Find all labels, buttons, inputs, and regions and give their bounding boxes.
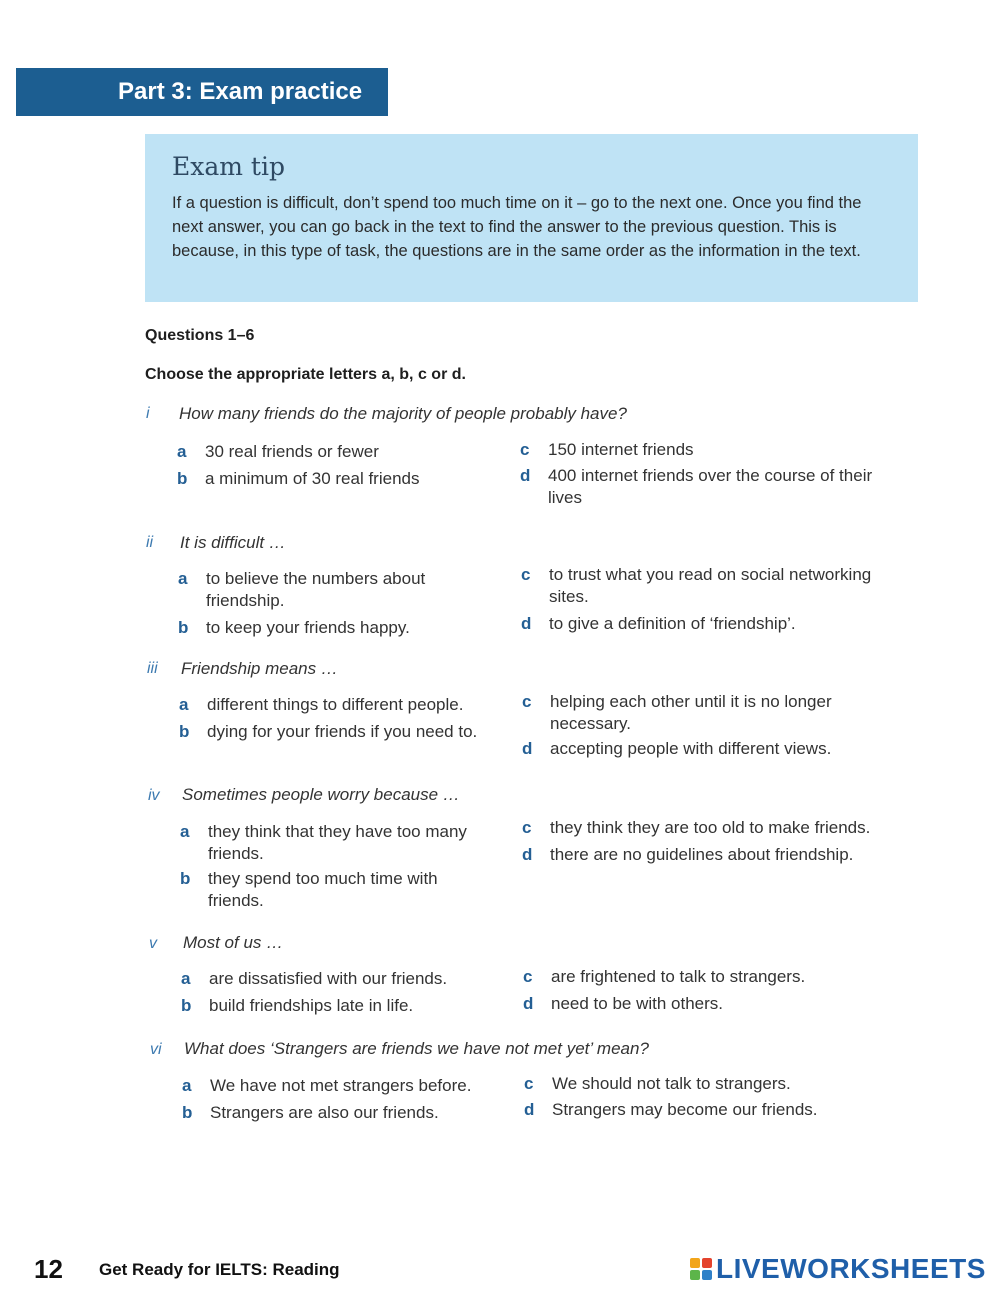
option-letter: b: [177, 469, 188, 488]
option-letter: d: [522, 845, 533, 864]
option-text: We should not talk to strangers.: [552, 1074, 791, 1093]
option-letter: c: [523, 967, 533, 986]
answer-option[interactable]: [179, 721, 479, 743]
answer-option[interactable]: [182, 1102, 512, 1124]
section-banner: [16, 68, 388, 116]
option-letter: b: [178, 618, 189, 637]
option-letter: b: [180, 869, 191, 888]
answer-option[interactable]: [181, 995, 501, 1017]
answer-option[interactable]: [523, 993, 913, 1015]
liveworksheets-logo[interactable]: [690, 1252, 986, 1286]
option-letter: b: [182, 1103, 193, 1122]
answer-option[interactable]: [524, 1073, 914, 1095]
option-text: dying for your friends if you need to.: [207, 722, 478, 741]
answer-option[interactable]: [522, 817, 922, 839]
option-letter: d: [524, 1100, 535, 1119]
option-text: to keep your friends happy.: [206, 618, 410, 637]
option-letter: b: [181, 996, 192, 1015]
option-letter: a: [179, 695, 189, 714]
option-text: 30 real friends or fewer: [205, 442, 379, 461]
option-text: We have not met strangers before.: [210, 1076, 472, 1095]
option-letter: a: [181, 969, 191, 988]
answer-option[interactable]: [524, 1099, 914, 1121]
answer-option[interactable]: [521, 613, 911, 635]
option-letter: c: [521, 565, 531, 584]
question-number: i: [146, 405, 150, 422]
option-text: a minimum of 30 real friends: [205, 469, 420, 488]
option-letter: d: [520, 466, 531, 485]
instructions: Choose the appropriate letters a, b, c or d.: [145, 366, 466, 383]
option-letter: b: [179, 722, 190, 741]
questions-heading: Questions 1–6: [145, 327, 255, 344]
answer-option[interactable]: [180, 821, 500, 865]
answer-option[interactable]: [520, 465, 910, 509]
answer-option[interactable]: [522, 738, 912, 760]
question-number: iii: [147, 660, 158, 677]
option-letter: c: [522, 692, 532, 711]
section-title: Part 3: Exam practice: [118, 78, 363, 105]
option-text: are frightened to talk to strangers.: [551, 967, 806, 986]
question-number: v: [149, 935, 157, 952]
option-text: accepting people with different views.: [550, 739, 832, 758]
answer-option[interactable]: [522, 691, 882, 735]
book-title: Get Ready for IELTS: Reading: [99, 1260, 340, 1279]
answer-option[interactable]: [178, 617, 478, 639]
page-number: 12: [34, 1254, 63, 1284]
question-text: What does ‘Strangers are friends we have not met yet’ mean?: [184, 1039, 649, 1058]
answer-option[interactable]: [178, 568, 478, 612]
liveworksheets-mark-icon: [690, 1258, 712, 1280]
option-text: to believe the numbers about friendship.: [206, 569, 426, 610]
option-letter: a: [180, 822, 190, 841]
question-number: iv: [148, 787, 160, 804]
option-letter: c: [522, 818, 532, 837]
exam-tip-body: If a question is difficult, don’t spend too much time on it – go to the next one. Once you find the next answer, you can go back in the text to find the answer to the previous question. This is because, in this type of task, the questions are in the same order as the information in the text.: [172, 194, 862, 260]
answer-option[interactable]: [523, 966, 913, 988]
question-text: Most of us …: [183, 933, 284, 952]
option-letter: d: [522, 739, 533, 758]
answer-option[interactable]: [181, 968, 501, 990]
logo-square-icon: [690, 1270, 700, 1280]
question-text: How many friends do the majority of people probably have?: [179, 404, 627, 423]
question-text: Sometimes people worry because …: [182, 785, 460, 804]
option-text: they think that they have too many friends.: [208, 822, 467, 863]
answer-option[interactable]: [182, 1075, 512, 1097]
option-letter: d: [523, 994, 534, 1013]
question-text: Friendship means …: [181, 659, 338, 678]
answer-option[interactable]: [177, 468, 497, 490]
option-text: are dissatisfied with our friends.: [209, 969, 448, 988]
option-letter: a: [182, 1076, 192, 1095]
answer-option[interactable]: [521, 564, 911, 608]
option-text: there are no guidelines about friendship.: [550, 845, 854, 864]
option-text: need to be with others.: [551, 994, 724, 1013]
liveworksheets-text: LIVEWORKSHEETS: [716, 1253, 986, 1284]
question-text: It is difficult …: [180, 533, 286, 552]
exam-tip-title: Exam tip: [172, 152, 285, 181]
option-text: Strangers are also our friends.: [210, 1103, 439, 1122]
question-number: ii: [146, 534, 154, 551]
answer-option[interactable]: [180, 868, 480, 912]
option-text: 400 internet friends over the course of their lives: [548, 466, 873, 507]
option-letter: a: [178, 569, 188, 588]
logo-square-icon: [702, 1270, 712, 1280]
option-text: to trust what you read on social networking sites.: [549, 565, 872, 606]
option-text: 150 internet friends: [548, 440, 694, 459]
option-text: to give a definition of ‘friendship’.: [549, 614, 796, 633]
option-text: helping each other until it is no longer necessary.: [550, 692, 832, 733]
answer-option[interactable]: [177, 441, 497, 463]
answer-option[interactable]: [179, 694, 499, 716]
option-letter: d: [521, 614, 532, 633]
logo-square-icon: [702, 1258, 712, 1268]
option-text: they think they are too old to make friends.: [550, 818, 871, 837]
option-text: Strangers may become our friends.: [552, 1100, 818, 1119]
option-text: different things to different people.: [207, 695, 464, 714]
logo-square-icon: [690, 1258, 700, 1268]
option-letter: c: [520, 440, 530, 459]
option-text: they spend too much time with friends.: [208, 869, 438, 910]
answer-option[interactable]: [522, 844, 912, 866]
question-number: vi: [150, 1041, 162, 1058]
option-letter: c: [524, 1074, 534, 1093]
exam-tip-box: [145, 134, 918, 302]
option-letter: a: [177, 442, 187, 461]
option-text: build friendships late in life.: [209, 996, 414, 1015]
answer-option[interactable]: [520, 439, 910, 461]
